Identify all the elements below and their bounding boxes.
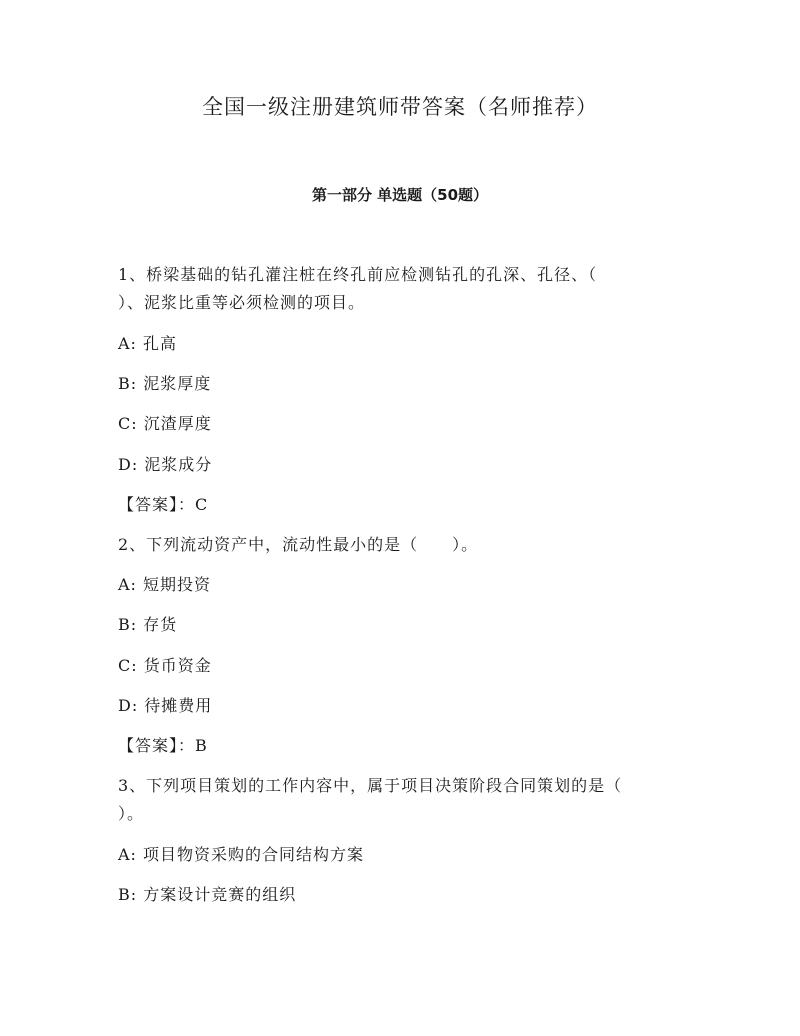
question-stem-line: 3、下列项目策划的工作内容中，属于项目决策阶段合同策划的是（ <box>118 776 623 796</box>
option-d: D: 待摊费用 <box>118 695 213 715</box>
option-a: A: 孔高 <box>118 334 178 353</box>
answer-line: 【答案】：B <box>118 735 208 755</box>
option-c: C: 沉渣厚度 <box>118 414 212 434</box>
question-block <box>118 771 678 920</box>
option-b: B: 方案设计竞赛的组织 <box>118 885 297 905</box>
option-c: C: 货币资金 <box>118 655 212 675</box>
document-title: 全国一级注册建筑师带答案（名师推荐） <box>202 95 598 119</box>
section-title: 第一部分 单选题（50题） <box>311 186 489 204</box>
option-b: B: 存货 <box>118 615 178 635</box>
question-block <box>118 530 678 771</box>
question-list <box>118 260 678 920</box>
option-d: D: 泥浆成分 <box>118 454 213 474</box>
option-a: A: 短期投资 <box>118 575 212 595</box>
question-stem-line: 1、桥梁基础的钻孔灌注桩在终孔前应检测钻孔的孔深、孔径、（ <box>118 265 598 284</box>
answer-line: 【答案】：C <box>118 494 209 514</box>
question-stem-line: ）、泥浆比重等必须检测的项目。 <box>118 293 366 312</box>
option-a: A: 项目物资采购的合同结构方案 <box>118 845 365 865</box>
question-block <box>118 260 678 530</box>
question-stem-line: 2、下列流动资产中，流动性最小的是（ ）。 <box>118 534 479 554</box>
option-b: B: 泥浆厚度 <box>118 374 212 394</box>
question-stem-line: ）。 <box>118 804 145 824</box>
